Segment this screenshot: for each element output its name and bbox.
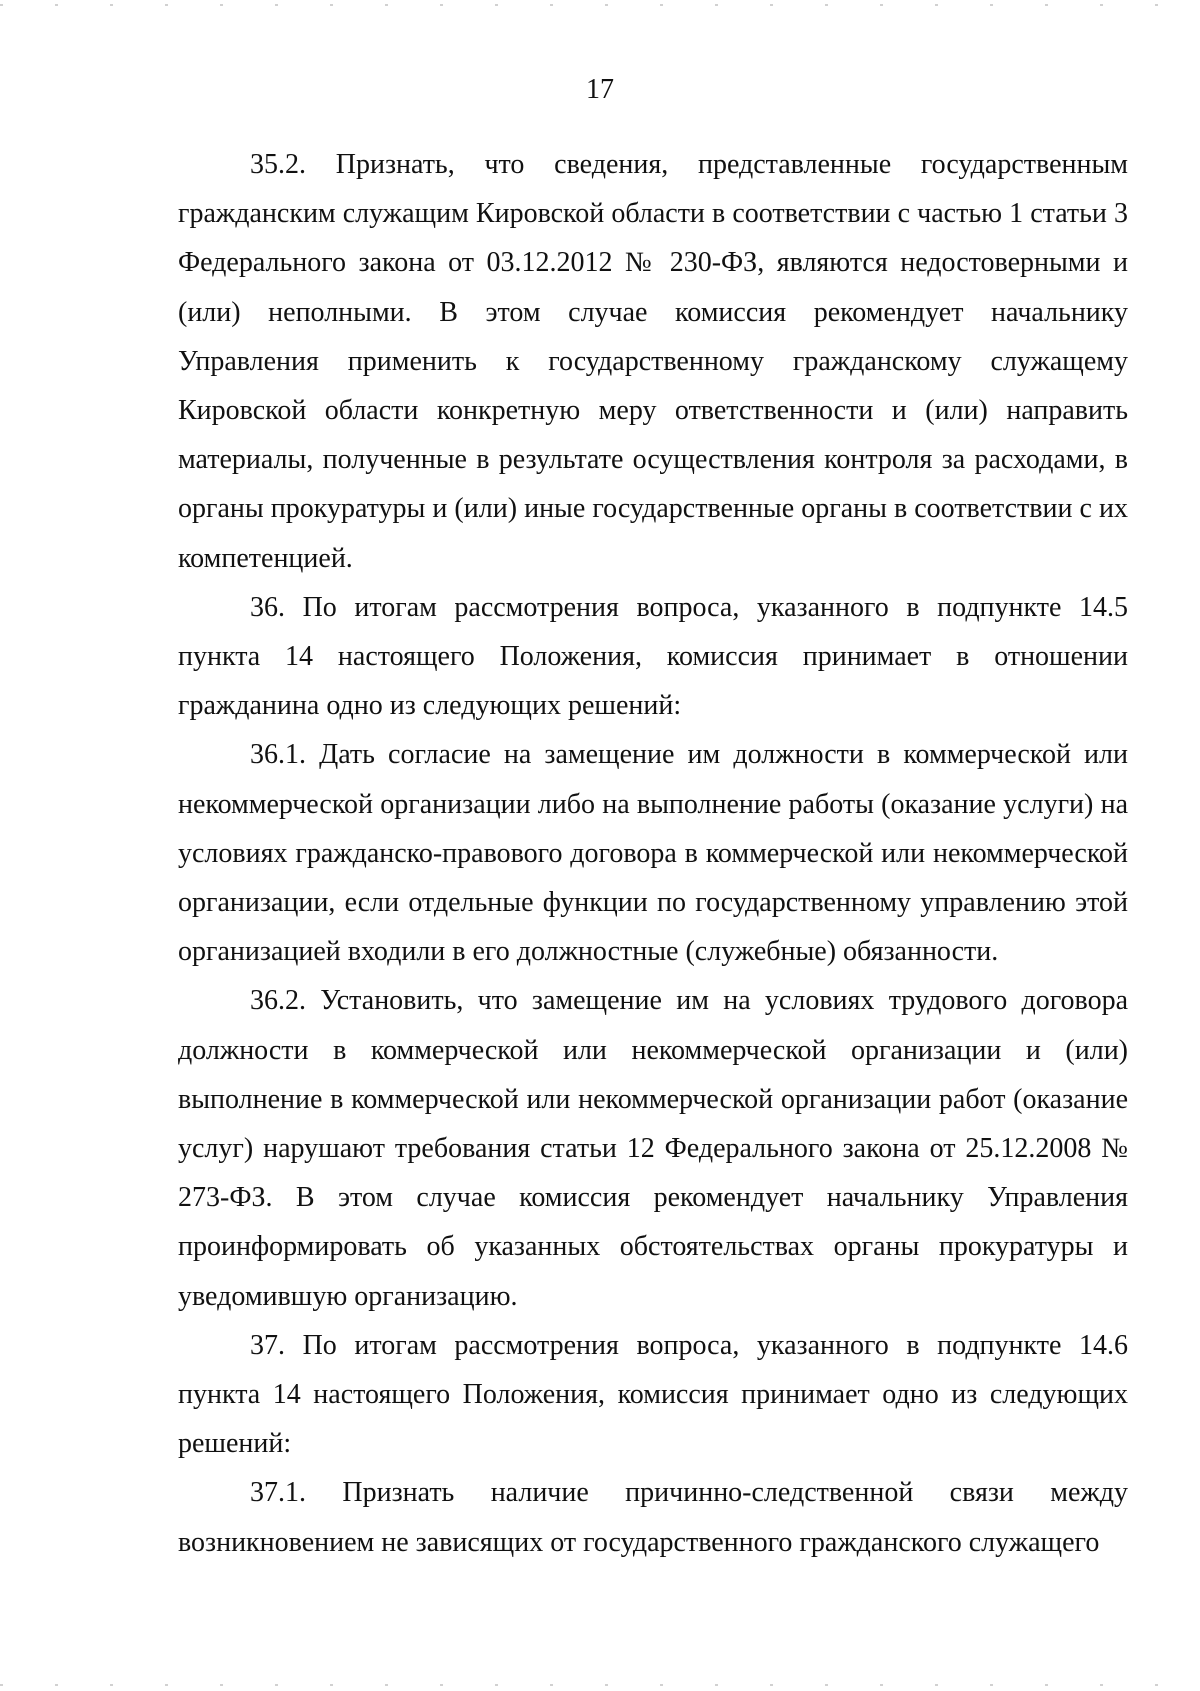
paragraph-36: 36. По итогам рассмотрения вопроса, указанного в подпункте 14.5 пункта 14 настоящего Положения, комиссия принимает в отношении гражданина одно из следующих решений: — [178, 591, 1128, 722]
paragraph-35-2: 35.2. Признать, что сведения, представленные государственным гражданским служащим Кировской области в соответствии с частью 1 статьи 3 Федерального закона от 03.12.2012 № 230-ФЗ, являются недостоверными и (или) неполными. В этом случае комиссия рекомендует начальнику Управления применить к государственному гражданскому служащему Кировской области конкретную меру ответственности и (или) направить материалы, полученные в результате осуществления контроля за расходами, в органы прокуратуры и (или) иные государственные органы в соответствии с их компетенцией. — [178, 149, 1128, 574]
paragraph-36-1: 36.1. Дать согласие на замещение им должности в коммерческой или некоммерческой организации либо на выполнение работы (оказание услуги) на условиях гражданско-правового договора в коммерческой или некоммерческой организации, если отдельные функции по государственному управлению этой организацией входили в его должностные (служебные) обязанности. — [178, 739, 1128, 968]
paragraph-36-2: 36.2. Установить, что замещение им на условиях трудового договора должности в коммерческой или некоммерческой организации и (или) выполнение в коммерческой или некоммерческой организации работ (оказание услуг) нарушают требования статьи 12 Федерального закона от 25.12.2008 № 273-ФЗ. В этом случае комиссия рекомендует начальнику Управления проинформировать об указанных обстоятельствах органы прокуратуры и уведомившую организацию. — [178, 985, 1128, 1312]
document-body — [178, 140, 1128, 1567]
paragraph-37: 37. По итогам рассмотрения вопроса, указанного в подпункте 14.6 пункта 14 настоящего Положения, комиссия принимает одно из следующих решений: — [178, 1329, 1128, 1460]
page-number: 17 — [586, 74, 614, 105]
paragraph-37-1: 37.1. Признать наличие причинно-следственной связи между возникновением не зависящих от государственного гражданского служащего — [178, 1477, 1128, 1558]
scan-edge-top — [0, 4, 1200, 6]
scan-edge-bottom — [0, 1684, 1200, 1686]
